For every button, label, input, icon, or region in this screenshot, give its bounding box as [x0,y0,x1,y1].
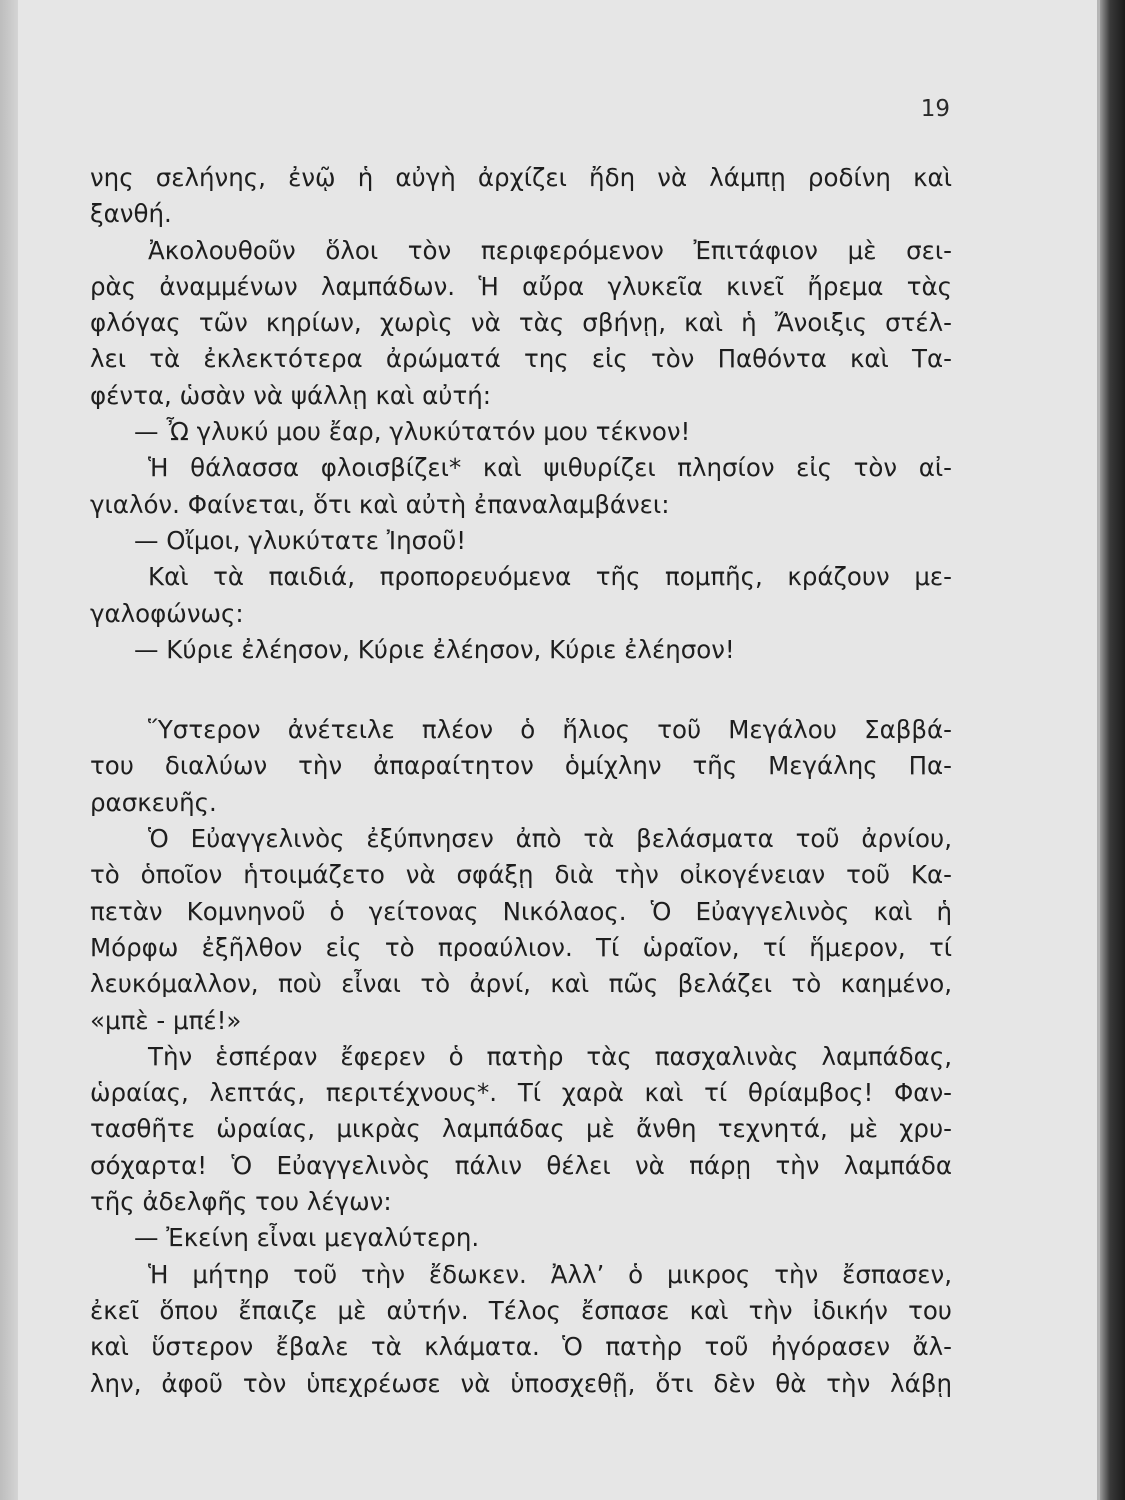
text-line: λευκόμαλλον, ποὺ εἶναι τὸ ἀρνί, καὶ πῶς βελάζει τὸ καημένο, [90,969,952,999]
text-line: σόχαρτα! Ὁ Εὐαγγελινὸς πάλιν θέλει νὰ πάρῃ τὴν λαμπάδα [90,1150,952,1180]
paragraph [90,559,952,632]
text-line: γαλοφώνως: [90,598,244,628]
text-line: ὡραίας, λεπτάς, περιτέχνους*. Τί χαρὰ καὶ τί θρίαμβος! Φαν- [90,1078,952,1108]
paragraph [90,160,952,233]
text-line: — Ὦ γλυκύ μου ἔαρ, γλυκύτατόν μου τέκνον! [134,417,691,447]
text-line: λην, ἀφοῦ τὸν ὑπεχρέωσε νὰ ὑποσχεθῇ, ὅτι δὲν θὰ τὴν λάβῃ [90,1368,952,1398]
text-line: Τὴν ἑσπέραν ἔφερεν ὁ πατὴρ τὰς πασχαλινὰς λαμπάδας, [148,1041,952,1071]
text-line: φέντα, ὡσὰν νὰ ψάλλῃ καὶ αὐτή: [90,380,492,410]
dialogue-line [90,414,952,450]
paragraph [90,1257,952,1402]
dialogue-line [90,632,952,668]
text-line: τῆς ἀδελφῆς του λέγων: [90,1187,392,1217]
text-line: Ἡ θάλασσα φλοισβίζει* καὶ ψιθυρίζει πλησίον εἰς τὸν αἰ- [148,453,952,483]
text-line: Ἡ μήτηρ τοῦ τὴν ἔδωκεν. Ἀλλ’ ὁ μικρος τὴν ἔσπασεν, [148,1259,952,1289]
text-line: ἐκεῖ ὅπου ἔπαιζε μὲ αὐτήν. Τέλος ἔσπασε καὶ τὴν ἰδικήν του [90,1295,952,1325]
text-line: Ὕστερον ἀνέτειλε πλέον ὁ ἥλιος τοῦ Μεγάλου Σαββά- [148,715,952,745]
text-line: — Κύριε ἐλέησον, Κύριε ἐλέησον, Κύριε ἐλέησον! [134,634,735,664]
paragraph [90,821,952,1039]
text-line: — Ἐκείνη εἶναι μεγαλύτερη. [134,1223,480,1253]
book-spine-shadow [1100,0,1125,1500]
paragraph [90,450,952,523]
text-line: γιαλόν. Φαίνεται, ὅτι καὶ αὐτὴ ἐπαναλαμβάνει: [90,489,670,519]
text-line: ρασκευῆς. [90,787,217,817]
text-line: λει τὰ ἐκλεκτότερα ἀρώματά της εἰς τὸν Παθόντα καὶ Τα- [90,344,952,374]
page-number: 19 [920,96,950,122]
text-line: πετὰν Κομνηνοῦ ὁ γείτονας Νικόλαος. Ὁ Εὐαγγελινὸς καὶ ἡ [90,896,952,926]
body-text [90,160,952,1402]
text-line: τὸ ὁποῖον ἡτοιμάζετο νὰ σφάξῃ διὰ τὴν οἰκογένειαν τοῦ Κα- [90,860,952,890]
text-line: Ἀκολουθοῦν ὅλοι τὸν περιφερόμενον Ἐπιτάφιον μὲ σει- [148,235,952,265]
paragraph [90,1039,952,1220]
dialogue-line [90,1220,952,1256]
paragraph [90,712,952,821]
dialogue-line [90,523,952,559]
text-line: Καὶ τὰ παιδιά, προπορευόμενα τῆς πομπῆς, κράζουν με- [148,562,952,592]
text-line: τασθῆτε ὡραίας, μικρὰς λαμπάδας μὲ ἄνθη τεχνητά, μὲ χρυ- [90,1114,952,1144]
text-line: καὶ ὕστερον ἔβαλε τὰ κλάματα. Ὁ πατὴρ τοῦ ἠγόρασεν ἄλ- [90,1332,952,1362]
text-line: Μόρφω ἐξῆλθον εἰς τὸ προαύλιον. Τί ὡραῖον, τί ἥμερον, τί [90,932,952,962]
text-line: ξανθή. [90,199,172,229]
text-line: φλόγας τῶν κηρίων, χωρὶς νὰ τὰς σβήνῃ, καὶ ἡ Ἄνοιξις στέλ- [90,308,952,338]
text-line: — Οἴμοι, γλυκύτατε Ἰησοῦ! [134,525,467,555]
text-line: Ὁ Εὐαγγελινὸς ἐξύπνησεν ἀπὸ τὰ βελάσματα τοῦ ἀρνίου, [148,824,952,854]
text-line: νης σελήνης, ἐνῷ ἡ αὐγὴ ἀρχίζει ἤδη νὰ λάμπῃ ροδίνη καὶ [90,163,952,192]
paragraph [90,233,952,414]
text-line: «μπὲ - μπέ!» [90,1005,242,1035]
text-line: ρὰς ἀναμμένων λαμπάδων. Ἡ αὔρα γλυκεῖα κινεῖ ἤρεμα τὰς [90,271,952,301]
text-line: του διαλύων τὴν ἀπαραίτητον ὁμίχλην τῆς Μεγάλης Πα- [90,751,952,781]
section-break [90,668,952,712]
page-left-edge [0,0,18,1500]
